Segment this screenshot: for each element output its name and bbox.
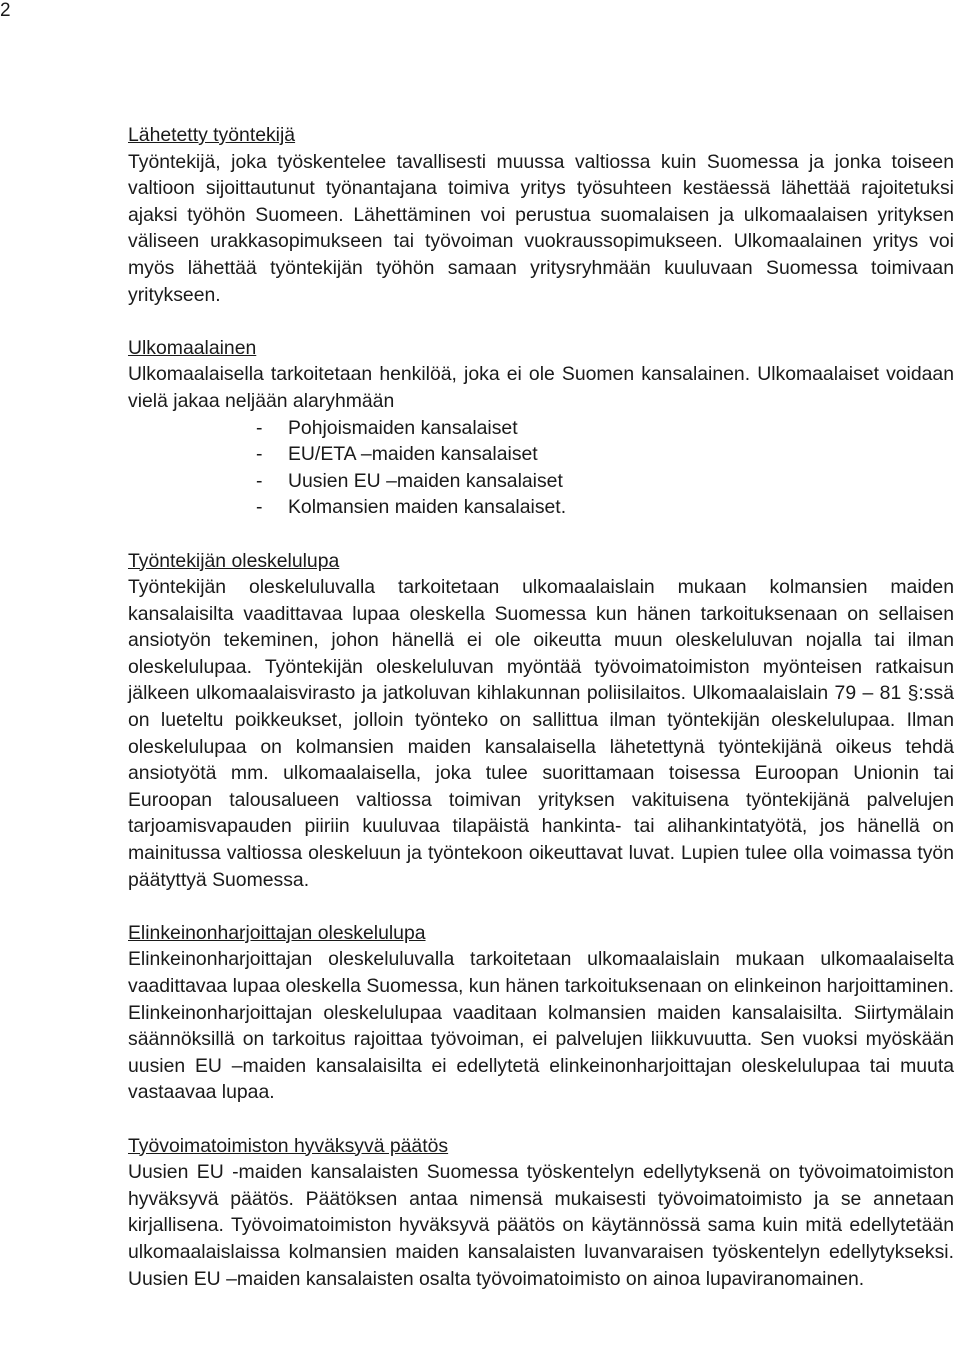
list-item-text: EU/ETA –maiden kansalaiset [288, 443, 538, 466]
section-paragraph: Työntekijän oleskeluluvalla tarkoitetaan ulkomaalaislain mukaan kolmansien maiden kansalaisilta vaadittavaa lupaa oleskella Suomessa kun hänen tarkoituksenaan on sellaisen ansiotyön tekeminen, johon hänellä ei ole oikeutta muun oleskeluluvan nojalla tai ilman oleskelulupaa. Työntekijän oleskeluluvan myöntää työvoimatoimiston myönteisen ratkaisun jälkeen ulkomaalaisvirasto ja jatkoluvan kihlakunnan poliisilaitos. Ulkomaalaislain 79 – 81 §:ssä on lueteltu poikkeukset, jolloin työnteko on sallittua ilman työntekijän oleskelulupaa. Ilman oleskelulupaa on kolmansien maiden kansalaisella lähetettynä työntekijänä oikeus tehdä ansiotyötä mm. ulkomaalaisella, joka tulee suorittamaan toisessa Euroopan Unionin tai Euroopan talousalueen valtiossa toimivan yrityksen vakituisena työntekijänä palvelujen tarjoamisvapauden piiriin kuuluvaa tilapäistä hankinta- tai alihankintatyötä, jos hänellä on mainitussa valtiossa oleskeluun ja työntekoon oikeuttavat luvat. Lupien tulee olla voimassa työn päätyttyä Suomessa. [128, 576, 954, 891]
section-foreigner [128, 335, 954, 521]
section-paragraph: Uusien EU -maiden kansalaisten Suomessa työskentelyn edellytyksenä on työvoimatoimiston hyväksyvä päätös. Päätöksen antaa nimensä mukaisesti työvoimatoimisto ja se annetaan kirjallisena. Työvoimatoimiston hyväksyvä päätös on käytännössä sama kuin mitä edellytetään ulkomaalaislaissa kolmansien maiden kansalaisten luvanvaraisen työskentelyn edellytykseksi. Uusien EU –maiden kansalaisten osalta työvoimatoimisto on ainoa lupaviranomainen. [128, 1161, 954, 1290]
list-item-text: Kolmansien maiden kansalaiset. [288, 496, 567, 519]
section-heading: Ulkomaalainen [128, 336, 257, 359]
section-paragraph: Elinkeinonharjoittajan oleskeluluvalla tarkoitetaan ulkomaalaislain mukaan ulkomaalaiselta vaadittavaa lupaa oleskella Suomessa, kun hänen tarkoituksenaan on elinkeinon harjoittaminen. Elinkeinonharjoittajan oleskelulupaa vaaditaan kolmansien maiden kansalaisilta. Siirtymälain säännöksillä on tarkoitus rajoittaa työvoiman, ei palvelujen liikkuvuutta. Sen vuoksi myöskään uusien EU –maiden kansalaisilta ei edellytetä elinkeinonharjoittajan oleskelulupaa tai muuta vastaavaa lupaa. [128, 948, 954, 1104]
list-item-text: Pohjoismaiden kansalaiset [288, 416, 518, 439]
list-item-text: Uusien EU –maiden kansalaiset [288, 469, 563, 492]
section-heading: Elinkeinonharjoittajan oleskelulupa [128, 921, 426, 944]
page-number: 2 [0, 0, 11, 21]
section-posted-worker [128, 122, 954, 308]
section-heading: Työntekijän oleskelulupa [128, 549, 340, 572]
section-entrepreneur-residence-permit [128, 920, 954, 1106]
list-item: - EU/ETA –maiden kansalaiset [256, 443, 538, 466]
section-heading: Lähetetty työntekijä [128, 124, 296, 146]
list-item: - Pohjoismaiden kansalaiset [256, 416, 518, 439]
document-body [128, 122, 954, 1319]
list-item: - Uusien EU –maiden kansalaiset [256, 469, 563, 492]
section-paragraph: Ulkomaalaisella tarkoitetaan henkilöä, joka ei ole Suomen kansalainen. Ulkomaalaiset voidaan vielä jakaa neljään alaryhmään [128, 363, 954, 412]
section-paragraph: Työntekijä, joka työskentelee tavallisesti muussa valtiossa kuin Suomessa ja jonka toiseen valtioon sijoittautunut työnantajana toimiva yritys työsuhteen kestäessä lähettää rajoitetuksi ajaksi työhön Suomeen. Lähettäminen voi perustua suomalaisen ja ulkomaalaisen yrityksen väliseen urakkasopimukseen tai työvoiman vuokraussopimukseen. Ulkomaalainen yritys voi myös lähettää työntekijän työhön samaan yritysryhmään kuuluvaan Suomessa toimivaan yritykseen. [128, 150, 954, 306]
section-worker-residence-permit [128, 548, 954, 894]
subgroup-list [128, 415, 954, 521]
list-item: - Kolmansien maiden kansalaiset. [256, 496, 567, 519]
section-employment-office-decision [128, 1133, 954, 1293]
section-heading: Työvoimatoimiston hyväksyvä päätös [128, 1134, 449, 1157]
